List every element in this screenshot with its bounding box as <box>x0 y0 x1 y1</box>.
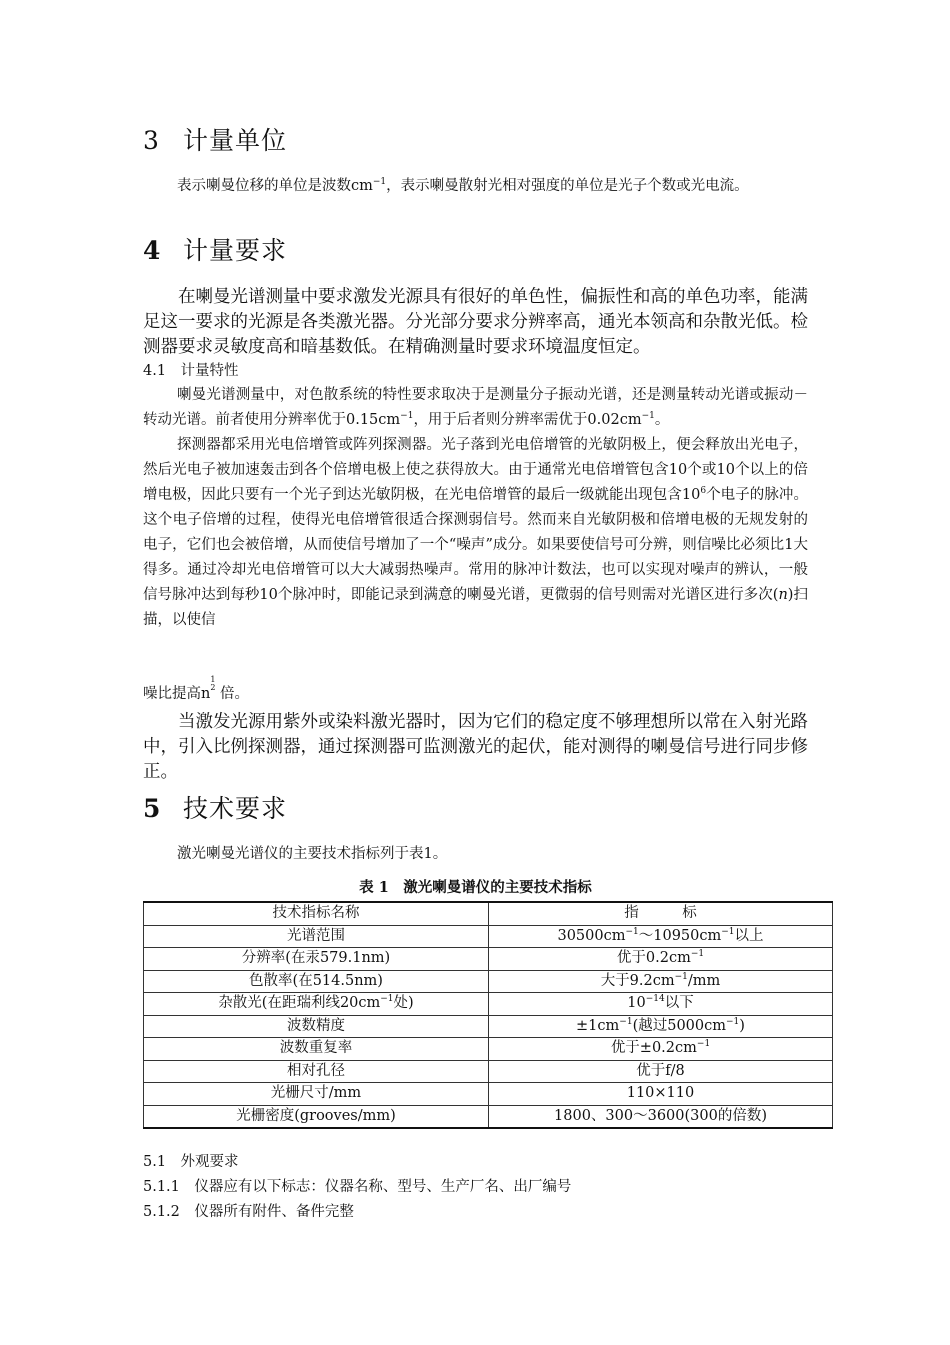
table-cell: $10^{-14}$以下 <box>489 993 833 1016</box>
table-cell: 色散率(在514.5nm) <box>144 970 489 993</box>
subsection-4-1-heading: 4.1 计量特性 <box>143 363 239 379</box>
table-cell: 波数重复率 <box>144 1038 489 1061</box>
table-cell: $\pm 1cm^{-1}$(越过$5000cm^{-1}$) <box>489 1015 833 1038</box>
table-cell: 相对孔径 <box>144 1060 489 1083</box>
spec-table <box>143 901 833 1129</box>
table-row <box>144 925 833 948</box>
excitation-paragraph: 当激发光源用紫外或染料激光器时，因为它们的稳定度不够理想所以常在入射光路中，引入比例探测器，通过探测器可监测激光的起伏，能对测得的喇曼信号进行同步修正。 <box>143 712 808 782</box>
section-number: 3 <box>143 126 160 155</box>
table-cell: 光栅尺寸/mm <box>144 1083 489 1106</box>
table-header-cell: 技术指标名称 <box>144 902 489 925</box>
table-row <box>144 1105 833 1128</box>
table-header-row <box>144 902 833 925</box>
table-cell: 大于$9.2cm^{-1}/mm$ <box>489 970 833 993</box>
dispersion-paragraph: 喇曼光谱测量中，对色散系统的特性要求取决于是测量分子振动光谱，还是测量转动光谱或振动－转动光谱。前者使用分辨率优于$0.15cm^{-1}$，用于后者则分辨率需优于$0.02cm^{-1}$。 <box>143 387 808 428</box>
section-title: 计量要求 <box>183 236 288 265</box>
table-caption: 表 1 激光喇曼谱仪的主要技术指标 <box>359 879 592 896</box>
table-cell: $30500cm^{-1}\sim 10950cm^{-1}$以上 <box>489 925 833 948</box>
section-title: 计量单位 <box>183 126 288 155</box>
section-3-heading <box>143 126 808 156</box>
section-4-heading <box>143 236 808 266</box>
section-title: 技术要求 <box>183 794 288 823</box>
units-paragraph: 表示喇曼位移的单位是波数$cm^{-1}$，表示喇曼散射光相对强度的单位是光子个数或光电流。 <box>177 177 749 194</box>
snr-line: 噪比提高n1 2 倍。 <box>143 675 250 702</box>
table-cell: 分辨率(在汞579.1nm) <box>144 948 489 971</box>
table-cell: 1800、300～3600(300的倍数) <box>489 1105 833 1128</box>
table-header-cell: 指 标 <box>489 902 833 925</box>
detector-paragraph: 探测器都采用光电倍增管或阵列探测器。光子落到光电倍增管的光敏阴极上，便会释放出光电子，然后光电子被加速轰击到各个倍增电极上使之获得放大。由于通常光电倍增管包含10个或10个以上的倍增电极，因此只要有一个光子到达光敏阴极，在光电倍增管的最后一级就能出现包含$10^6$个电子的脉冲。这个电子倍增的过程，使得光电倍增管很适合探测弱信号。然而来自光敏阴极和倍增电极的无规发射的电子，它们也会被倍增，从而使信号增加了一个“噪声”成分。如果要使信号可分辨，则信噪比必须比1大得多。通过冷却光电倍增管可以大大减弱热噪声。常用的脉冲计数法，也可以实现对噪声的辨认，一般信号脉冲达到每秒10个脉冲时，即能记录到满意的喇曼光谱，更微弱的信号则需对光谱区进行多次(n)扫描，以使信 <box>143 437 808 628</box>
table-row <box>144 1015 833 1038</box>
requirements-paragraph: 在喇曼光谱测量中要求激发光源具有很好的单色性，偏振性和高的单色功率，能满足这一要求的光源是各类激光器。分光部分要求分辨率高，通光本领高和杂散光低。检测器要求灵敏度高和暗基数低。在精确测量时要求环境温度恒定。 <box>143 287 808 357</box>
table-row <box>144 993 833 1016</box>
table-row <box>144 1083 833 1106</box>
table-cell: 波数精度 <box>144 1015 489 1038</box>
table-row <box>144 1038 833 1061</box>
section-number: 4 <box>143 236 162 265</box>
table-row <box>144 1060 833 1083</box>
table-row <box>144 948 833 971</box>
table-cell: 光栅密度(grooves/mm) <box>144 1105 489 1128</box>
table-row <box>144 970 833 993</box>
subsection-5-1-1: 5.1.1 仪器应有以下标志：仪器名称、型号、生产厂名、出厂编号 <box>143 1179 572 1195</box>
table-cell: 优于$0.2cm^{-1}$ <box>489 948 833 971</box>
section-number: 5 <box>143 794 162 823</box>
subsection-5-1-2: 5.1.2 仪器所有附件、备件完整 <box>143 1204 354 1220</box>
table-cell: 优于$\pm 0.2cm^{-1}$ <box>489 1038 833 1061</box>
table-cell: 优于f/8 <box>489 1060 833 1083</box>
table-intro: 激光喇曼光谱仪的主要技术指标列于表1。 <box>177 846 448 862</box>
table-cell: 110×110 <box>489 1083 833 1106</box>
subsection-5-1-heading: 5.1 外观要求 <box>143 1154 239 1170</box>
exponent-fraction: 1 2 <box>210 675 216 692</box>
table-cell: 光谱范围 <box>144 925 489 948</box>
table-cell: 杂散光(在距瑞利线$20cm^{-1}$处) <box>144 993 489 1016</box>
section-5-heading <box>143 794 808 824</box>
